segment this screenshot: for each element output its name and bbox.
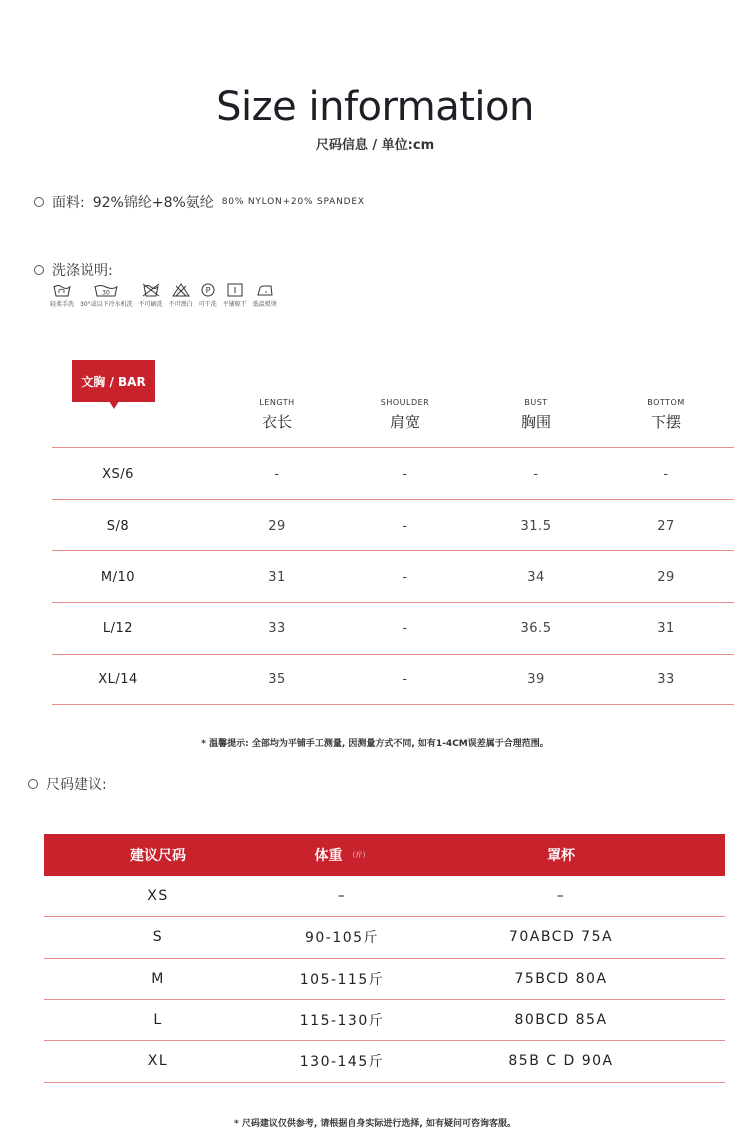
fabric-label: 面料: bbox=[52, 195, 85, 211]
fabric-value: 92%锦纶+8%氨纶 bbox=[92, 195, 214, 211]
recommend-row-item: M 105-115斤 75BCD 80A bbox=[151, 971, 608, 988]
recommend-table-header bbox=[44, 834, 725, 876]
bar-tag: 文胸 / BAR bbox=[72, 360, 155, 402]
hand-wash-icon bbox=[53, 283, 71, 297]
svg-text:30: 30 bbox=[102, 289, 111, 297]
machine-wash-30-icon bbox=[93, 283, 119, 297]
care-item: 不可漂白 bbox=[169, 283, 193, 308]
table-rule bbox=[52, 704, 734, 705]
page-subtitle: 尺码信息 / 单位:cm bbox=[315, 138, 435, 153]
care-item: 不可刷洗 bbox=[139, 283, 163, 308]
header-size: 建议尺码 bbox=[130, 848, 186, 864]
low-iron-icon bbox=[256, 283, 274, 297]
bullet-circle-icon bbox=[28, 779, 38, 789]
wash-label: 洗涤说明: bbox=[52, 263, 113, 279]
fabric-english: 80% NYLON+20% SPANDEX bbox=[221, 197, 365, 207]
bullet-circle-icon bbox=[34, 197, 44, 207]
care-item: P 可干洗 bbox=[199, 283, 217, 308]
dry-flat-icon bbox=[227, 283, 243, 297]
table-row: XL/14 35 - 39 33 bbox=[98, 671, 675, 687]
measure-note: * 温馨提示: 全部均为平铺手工测量, 因测量方式不同, 如有1-4CM误差属于合理范围。 bbox=[201, 739, 549, 749]
header-weight: 体重 （斤） bbox=[314, 848, 370, 864]
care-item: 30 30°或以下冷水机洗 bbox=[80, 283, 133, 308]
column-header-shoulder: SHOULDER 肩宽 bbox=[380, 398, 430, 431]
recommend-row bbox=[28, 774, 107, 794]
header-cup: 罩杯 bbox=[547, 848, 575, 864]
do-not-bleach-icon bbox=[172, 283, 190, 297]
table-rule bbox=[52, 447, 734, 448]
column-header-bust: BUST 胸围 bbox=[520, 398, 551, 431]
table-row: XS/6 - - - - bbox=[102, 466, 669, 482]
do-not-scrub-icon bbox=[142, 283, 160, 297]
column-header-bottom: BOTTOM 下摆 bbox=[647, 398, 685, 431]
recommend-note: * 尺码建议仅供参考, 请根据自身实际进行选择, 如有疑问可咨询客服。 bbox=[234, 1119, 516, 1129]
table-rule bbox=[44, 1082, 725, 1083]
table-row: L/12 33 - 36.5 31 bbox=[102, 620, 675, 636]
care-icons bbox=[50, 283, 283, 308]
svg-text:P: P bbox=[205, 286, 211, 295]
recommend-row-item: XL 130-145斤 85B C D 90A bbox=[147, 1053, 614, 1070]
bullet-circle-icon bbox=[34, 265, 44, 275]
dry-clean-p-icon bbox=[200, 283, 216, 297]
wash-row bbox=[34, 260, 113, 280]
care-item: 低温熨烫 bbox=[253, 283, 277, 308]
page-title: Size information bbox=[216, 84, 534, 130]
table-row: S/8 29 - 31.5 27 bbox=[106, 518, 675, 534]
care-item: 轻柔手洗 bbox=[50, 283, 74, 308]
table-rule bbox=[52, 499, 734, 500]
fabric-row bbox=[34, 192, 365, 212]
table-row: M/10 31 - 34 29 bbox=[100, 569, 675, 585]
care-item: 平铺晾干 bbox=[223, 283, 247, 308]
recommend-row-item: XS – – bbox=[147, 888, 566, 904]
recommend-row-item: S 90-105斤 70ABCD 75A bbox=[152, 929, 614, 946]
column-header-length: LENGTH 衣长 bbox=[259, 398, 295, 431]
recommend-row-item: L 115-130斤 80BCD 85A bbox=[153, 1012, 608, 1029]
tag-pointer bbox=[109, 401, 119, 409]
recommend-label: 尺码建议: bbox=[46, 777, 107, 793]
